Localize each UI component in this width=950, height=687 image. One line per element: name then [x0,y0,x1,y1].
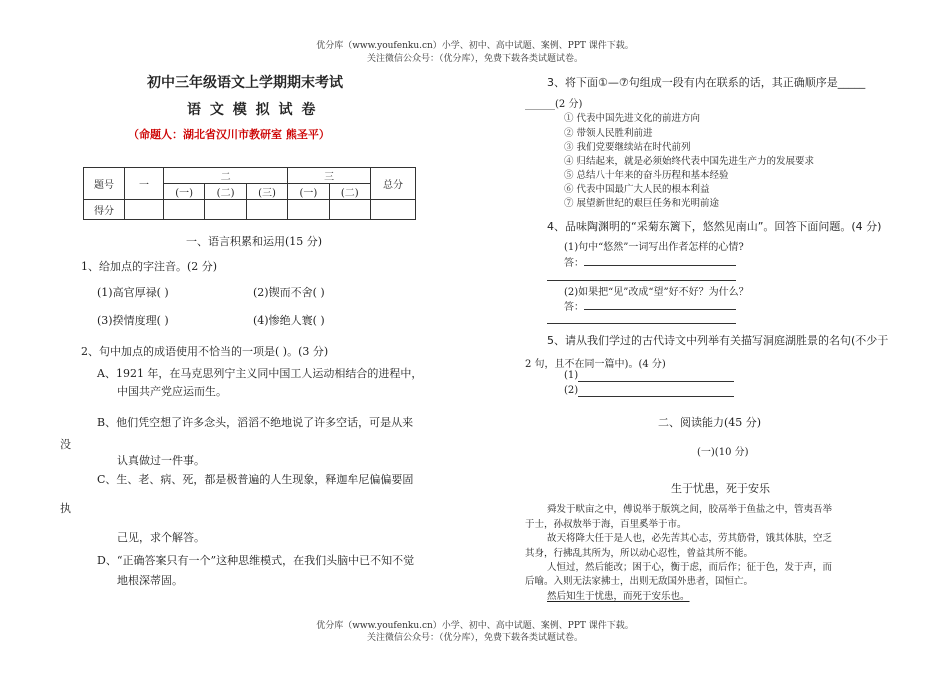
exam-title: 初中三年级语文上学期期末考试 [147,75,343,91]
score-cell[interactable] [164,200,205,220]
q1-item-3: (3)揆情度理( ) [97,314,169,327]
q5-answer-2-line[interactable] [578,396,734,397]
q3-prompt-tail: ______(2 分) [525,99,583,110]
q2-option-a: A、1921 年，在马克思列宁主义同中国工人运动相结合的进程中， [97,367,423,380]
q2-option-b-wrap: 没 [60,438,71,451]
section2-heading: 二、阅读能力(45 分) [658,416,762,429]
sub-three-1: (一) [288,184,329,200]
score-cell[interactable] [371,200,416,220]
q3-item-2: ② 带领人民胜利前进 [564,128,653,139]
q5-answer-2-label: (2) [564,385,579,396]
poem-line-2: 于士，孙叔敖举于海，百里奚举于市。 [525,519,687,530]
page-footer-line1: 优分库（www.youfenku.cn）小学、初中、高中试题、案例、PPT 课件下载。 [316,621,634,631]
q4-prompt: 4、品味陶渊明的“采菊东篱下，悠然见南山”。回答下面问题。(4 分) [547,220,882,233]
q4-sub2-answer-label: 答： [564,302,584,313]
q4-sub1-answer-line[interactable] [547,280,736,281]
sub-two-1: (一) [164,184,205,200]
header-total: 总分 [371,168,416,200]
q5-prompt: 5、请从我们学过的古代诗文中列举有关描写洞庭湖胜景的名句(不少于 [547,334,889,347]
exam-subtitle: 语 文 模 拟 试 卷 [187,102,318,118]
q5-prompt-tail: 2 句，且不在同一篇中)。(4 分) [525,359,666,370]
row-score-label: 得分 [84,200,125,220]
q4-sub2-answer-line[interactable] [547,323,736,324]
sub-two-2: (二) [205,184,246,200]
sub-three-2: (二) [329,184,370,200]
section1-heading: 一、语言积累和运用(15 分) [186,235,323,248]
q1-item-1: (1)高官厚禄( ) [97,286,169,299]
q4-sub1: (1)句中“悠然”一词写出作者怎样的心情? [564,242,744,253]
q3-prompt: 3、将下面①—⑦句组成一段有内在联系的话，其正确顺序是_____ [547,76,866,89]
q5-answer-1-line[interactable] [578,381,734,382]
q1-prompt: 1、给加点的字注音。(2 分) [81,260,218,273]
q2-option-c: C、生、老、病、死，都是极普遍的人生现象，释迦牟尼偏偏要固 [97,473,414,486]
q4-sub2: (2)如果把“见”改成“望”好不好？为什么？ [564,287,749,298]
q3-item-5: ⑤ 总结八十年来的奋斗历程和基本经验 [564,170,729,181]
score-cell[interactable] [288,200,329,220]
q3-item-4: ④ 归结起来，就是必须始终代表中国先进生产力的发展要求 [564,156,815,167]
q1-item-2: (2)锲而不舍( ) [253,286,325,299]
poem-line-5: 人恒过，然后能改；困于心，衡于虑，而后作；征于色，发于声，而 [547,562,833,573]
header-two: 二 [164,168,288,184]
q2-option-c-wrap: 执 [60,502,71,515]
poem-line-4: 其身，行拂乱其所为，所以动心忍性，曾益其所不能。 [525,548,754,559]
q2-option-b-cont: 认真做过一件事。 [117,454,205,467]
poem-title: 生于忧患，死于安乐 [671,482,770,495]
page-header-line1: 优分库（www.youfenku.cn）小学、初中、高中试题、案例、PPT 课件下载。 [316,41,634,51]
score-cell[interactable] [125,200,164,220]
score-cell[interactable] [246,200,287,220]
q2-option-a-cont: 中国共产党应运而生。 [117,385,227,398]
poem-line-1: 舜发于畎亩之中，傅说举于版筑之间，胶鬲举于鱼盐之中，管夷吾举 [547,504,833,515]
header-tihao: 题号 [84,168,125,200]
header-one: 一 [125,168,164,200]
poem-line-7: 然后知生于忧患，而死于安乐也。 [547,591,690,602]
reading-part1-heading: (一)(10 分) [697,447,749,458]
sub-two-3: (三) [246,184,287,200]
page-header-line2: 关注微信公众号：（优分库），免费下载各类试题试卷。 [366,54,583,64]
header-three: 三 [288,168,371,184]
q1-item-4: (4)惨绝人寰( ) [253,314,325,327]
q2-option-d-cont: 地根深蒂固。 [117,574,183,587]
q3-item-7: ⑦ 展望新世纪的艰巨任务和光明前途 [564,198,720,209]
score-cell[interactable] [205,200,246,220]
q2-option-b: B、他们凭空想了许多念头，滔滔不绝地说了许多空话，可是从来 [97,416,414,429]
q2-option-d: D、“正确答案只有一个”这种思维模式，在我们头脑中已不知不觉 [97,554,415,567]
q4-sub1-answer-line[interactable] [584,265,736,266]
score-table [83,167,416,220]
q3-item-1: ① 代表中国先进文化的前进方向 [564,113,701,124]
poem-line-3: 故天将降大任于是人也，必先苦其心志，劳其筋骨，饿其体肤，空乏 [547,533,833,544]
q3-item-6: ⑥ 代表中国最广大人民的根本利益 [564,184,710,195]
poem-line-6: 后喻。入则无法家拂士，出则无敌国外患者，国恒亡。 [525,576,754,587]
q4-sub2-answer-line[interactable] [584,309,736,310]
score-cell[interactable] [329,200,370,220]
q4-sub1-answer-label: 答： [564,258,584,269]
q2-prompt: 2、句中加点的成语使用不恰当的一项是( )。(3 分) [81,345,329,358]
q2-option-c-cont: 己见，求个解答。 [117,531,205,544]
page-footer-line2: 关注微信公众号：（优分库），免费下载各类试题试卷。 [366,633,583,643]
q3-item-3: ③ 我们党要继续站在时代前列 [564,142,691,153]
exam-author: （命题人：湖北省汉川市教研室 熊圣平） [128,128,330,141]
q5-answer-1-label: (1) [564,370,579,381]
